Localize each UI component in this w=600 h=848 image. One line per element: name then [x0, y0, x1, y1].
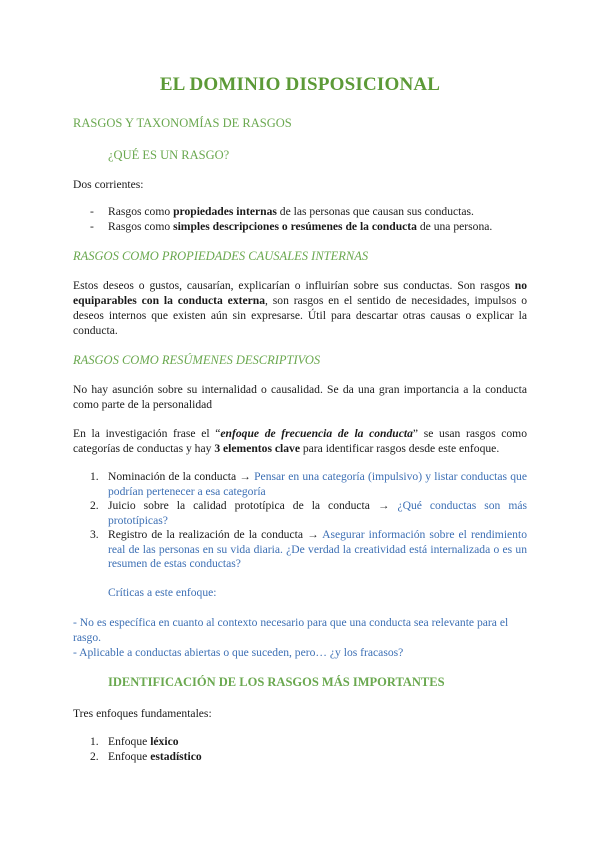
intro-tres-enfoques: Tres enfoques fundamentales:	[73, 707, 212, 720]
paragraph-resumenes-1: No hay asunción sobre su internalidad o causalidad. Se da una gran importancia a la conducta como parte de la personalidad	[73, 383, 527, 411]
critics-heading: Críticas a este enfoque:	[108, 586, 217, 599]
section-heading-propiedades-causales: RASGOS COMO PROPIEDADES CAUSALES INTERNAS	[73, 249, 369, 263]
list-item: 1. Nominación de la conducta → Pensar en una categoría (impulsivo) y listar conductas que podrían pertenecer a esa categoría	[90, 470, 527, 498]
section-heading-identificacion: IDENTIFICACIÓN DE LOS RASGOS MÁS IMPORTANTES	[108, 675, 445, 689]
list-item: 1. Enfoque léxico	[90, 735, 179, 748]
paragraph-resumenes-2: En la investigación frase el “enfoque de frecuencia de la conducta” se usan rasgos como categorías de conductas y hay 3 elementos clave para identificar rasgos desde este enfoque.	[73, 427, 527, 455]
list-item: - Rasgos como simples descripciones o resúmenes de la conducta de una persona.	[90, 219, 493, 233]
ordered-list-enfoques	[90, 735, 527, 764]
intro-dos-corrientes: Dos corrientes:	[73, 178, 144, 191]
critic-item-1: - No es específica en cuanto al contexto necesario para que una conducta sea relevante para el rasgo.	[73, 616, 509, 644]
list-item: 2. Juicio sobre la calidad prototípica de la conducta → ¿Qué conductas son más prototípicas?	[90, 499, 527, 527]
page-title: EL DOMINIO DISPOSICIONAL	[159, 74, 441, 95]
subheading-que-es-un-rasgo: ¿QUÉ ES UN RASGO?	[108, 148, 230, 162]
list-item: 3. Registro de la realización de la conducta → Asegurar información sobre el rendimiento real de las personas en su vida diaria. ¿De verdad la creatividad está internalizada o es un resumen de estas conductas?	[90, 528, 527, 570]
arrow-right-icon: →	[307, 528, 319, 541]
section-heading-resumenes-descriptivos: RASGOS COMO RESÚMENES DESCRIPTIVOS	[73, 353, 321, 367]
list-item: 2. Enfoque estadístico	[90, 749, 202, 763]
critic-item-2: - Aplicable a conductas abiertas o que suceden, pero… ¿y los fracasos?	[73, 646, 404, 659]
arrow-right-icon: →	[239, 470, 251, 483]
arrow-right-icon: →	[377, 499, 390, 512]
bullet-list-corrientes	[90, 205, 492, 234]
ordered-list-elementos-clave	[90, 470, 527, 572]
list-item: - Rasgos como propiedades internas de las personas que causan sus conductas.	[90, 205, 474, 218]
paragraph-propiedades-causales: Estos deseos o gustos, causarían, explicarían o influirían sobre sus conductas. Son rasgos no equiparables con la conducta externa, son rasgos en el sentido de necesidades, impulsos o deseos internos que existen aún sin expresarse. Útil para descartar otras causas o explicar la conducta.	[73, 279, 527, 337]
section-heading-rasgos-taxonomias: RASGOS Y TAXONOMÍAS DE RASGOS	[73, 116, 292, 130]
